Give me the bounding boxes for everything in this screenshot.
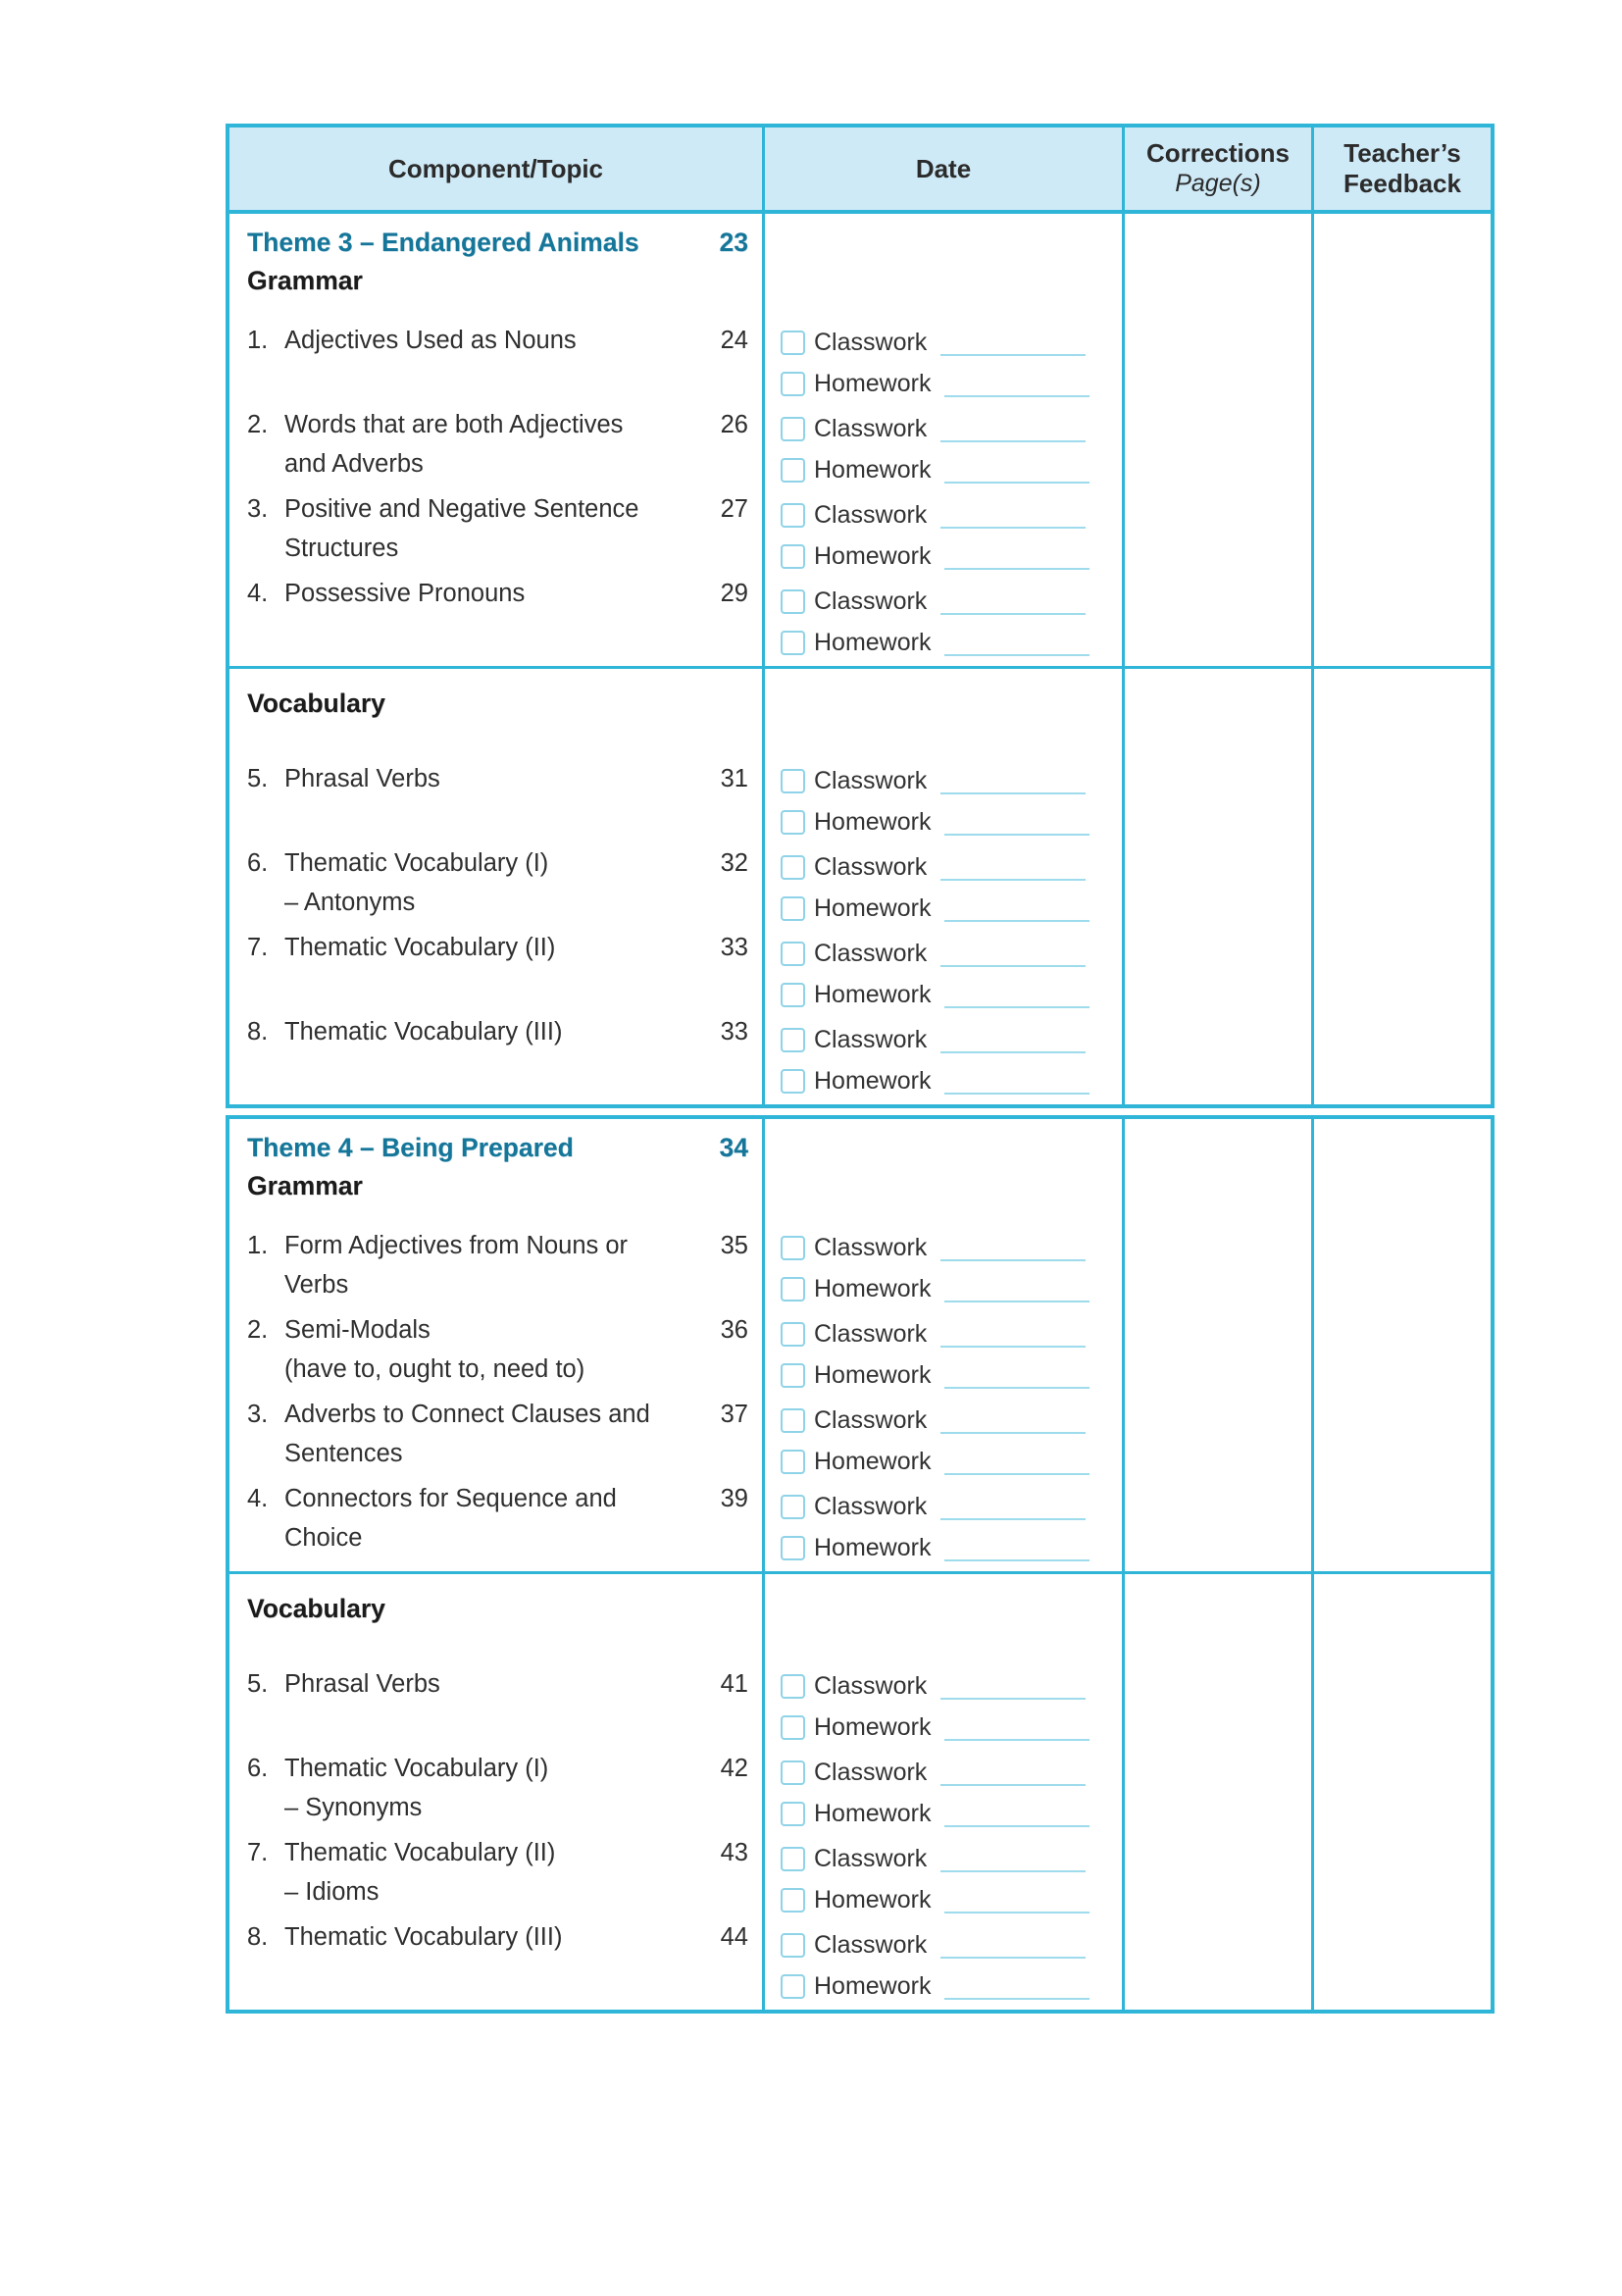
feedback-cell[interactable] — [1314, 1119, 1491, 1571]
date-row — [781, 495, 1122, 535]
theme-title: Theme 4 – Being Prepared — [247, 1133, 574, 1162]
homework-label: Homework — [814, 628, 932, 656]
item-line-1: Thematic Vocabulary (II) — [284, 934, 556, 961]
theme-page-number: 23 — [719, 228, 748, 257]
date-row — [781, 1794, 1122, 1833]
table-body — [226, 210, 1495, 2014]
item-line-1: Thematic Vocabulary (III) — [284, 1018, 563, 1046]
date-fill-line[interactable] — [940, 1493, 1086, 1520]
homework-label: Homework — [814, 1712, 932, 1741]
item-text — [284, 1395, 721, 1473]
item-line-2: – Antonyms — [284, 889, 416, 916]
toc-item — [229, 1833, 762, 1917]
homework-checkbox[interactable] — [781, 544, 805, 569]
toc-item — [229, 1664, 762, 1749]
date-label: Date — [915, 153, 972, 183]
date-fill-line[interactable] — [944, 456, 1090, 484]
header-component-topic — [229, 128, 765, 210]
classwork-label: Classwork — [814, 1671, 928, 1700]
date-row — [781, 934, 1122, 973]
classwork-checkbox[interactable] — [781, 1674, 805, 1699]
date-entry — [765, 932, 1122, 1018]
date-fill-line[interactable] — [944, 542, 1090, 570]
classwork-label: Classwork — [814, 587, 928, 615]
item-line-2: – Idioms — [284, 1878, 380, 1906]
item-page-number: 41 — [720, 1670, 748, 1698]
theme-heading-row — [247, 1128, 748, 1167]
theme-page-number: 34 — [719, 1133, 748, 1162]
date-fill-line[interactable] — [944, 1886, 1090, 1913]
item-line-1: Adjectives Used as Nouns — [284, 327, 577, 354]
homework-checkbox[interactable] — [781, 1363, 805, 1388]
item-number: 3. — [247, 1401, 269, 1428]
date-row — [781, 1708, 1122, 1747]
toc-item — [229, 1479, 762, 1563]
item-number: 2. — [247, 411, 269, 438]
classwork-checkbox[interactable] — [781, 1847, 805, 1871]
classwork-checkbox[interactable] — [781, 417, 805, 441]
toc-item — [229, 489, 762, 574]
date-fill-line[interactable] — [944, 370, 1090, 397]
homework-checkbox[interactable] — [781, 631, 805, 655]
homework-label: Homework — [814, 1533, 932, 1561]
item-page-number: 29 — [720, 580, 748, 607]
theme-title: Theme 3 – Endangered Animals — [247, 228, 639, 257]
corrections-cell[interactable] — [1125, 1574, 1314, 2010]
date-fill-line[interactable] — [940, 1320, 1086, 1348]
table-section — [229, 1119, 1491, 1571]
date-row — [781, 323, 1122, 362]
toc-item — [229, 1310, 762, 1395]
item-line-2: Sentences — [284, 1440, 403, 1467]
item-page-number: 44 — [720, 1923, 748, 1951]
feedback-label: Feedback — [1343, 169, 1461, 198]
date-cell — [765, 214, 1125, 666]
homework-label: Homework — [814, 980, 932, 1008]
item-page-number: 37 — [720, 1401, 748, 1428]
homework-checkbox[interactable] — [781, 1888, 805, 1913]
item-line-1: Form Adjectives from Nouns or — [284, 1232, 629, 1259]
classwork-checkbox[interactable] — [781, 1236, 805, 1260]
date-row — [781, 1061, 1122, 1100]
homework-label: Homework — [814, 369, 932, 397]
header-corrections — [1125, 128, 1314, 210]
item-line-1: Words that are both Adjectives — [284, 411, 624, 438]
homework-checkbox[interactable] — [781, 1450, 805, 1474]
date-fill-line[interactable] — [940, 1672, 1086, 1700]
homework-checkbox[interactable] — [781, 458, 805, 483]
date-row — [781, 623, 1122, 662]
date-row — [781, 1753, 1122, 1792]
item-text — [284, 1479, 721, 1557]
item-line-2: and Adverbs — [284, 450, 424, 478]
homework-checkbox[interactable] — [781, 1536, 805, 1560]
classwork-checkbox[interactable] — [781, 1760, 805, 1785]
date-entry — [765, 580, 1122, 666]
classwork-checkbox[interactable] — [781, 1408, 805, 1433]
homework-checkbox[interactable] — [781, 983, 805, 1007]
classwork-label: Classwork — [814, 1025, 928, 1053]
item-number: 5. — [247, 765, 269, 792]
topic-cell — [229, 214, 765, 666]
toc-item — [229, 843, 762, 928]
corrections-pages-label: Page(s) — [1175, 170, 1261, 197]
date-heading-spacer — [765, 669, 1122, 759]
date-row — [781, 1355, 1122, 1395]
homework-checkbox[interactable] — [781, 1715, 805, 1740]
homework-label: Homework — [814, 1971, 932, 2000]
item-text — [284, 1310, 721, 1389]
feedback-cell[interactable] — [1314, 1574, 1491, 2010]
classwork-label: Classwork — [814, 766, 928, 794]
item-number: 1. — [247, 1232, 269, 1259]
item-text — [284, 1833, 721, 1912]
item-line-2: Choice — [284, 1524, 363, 1552]
date-fill-line[interactable] — [944, 1713, 1090, 1741]
date-fill-line[interactable] — [940, 940, 1086, 967]
homework-label: Homework — [814, 1360, 932, 1389]
item-page-number: 35 — [720, 1232, 748, 1259]
date-fill-line[interactable] — [944, 1448, 1090, 1475]
date-fill-line[interactable] — [944, 1275, 1090, 1302]
item-page-number: 24 — [720, 327, 748, 354]
item-number: 3. — [247, 495, 269, 523]
classwork-label: Classwork — [814, 500, 928, 529]
subsection-heading: Grammar — [247, 1171, 363, 1200]
item-text — [284, 574, 721, 613]
item-text — [284, 759, 721, 798]
item-number: 7. — [247, 1839, 269, 1866]
date-entry — [765, 1312, 1122, 1399]
date-fill-line[interactable] — [940, 329, 1086, 356]
item-number: 6. — [247, 1755, 269, 1782]
homework-label: Homework — [814, 893, 932, 922]
date-row — [781, 802, 1122, 842]
corrections-cell[interactable] — [1125, 214, 1314, 666]
date-cell — [765, 1119, 1125, 1571]
toc-item — [229, 928, 762, 1012]
item-line-1: Connectors for Sequence and — [284, 1485, 617, 1512]
item-number: 5. — [247, 1670, 269, 1698]
date-row — [781, 450, 1122, 489]
date-fill-line[interactable] — [940, 587, 1086, 615]
date-fill-line[interactable] — [940, 1845, 1086, 1872]
corrections-label: Corrections — [1146, 138, 1290, 168]
date-entry — [765, 1485, 1122, 1571]
section-heading — [229, 214, 762, 321]
section-heading — [229, 669, 762, 759]
item-page-number: 31 — [720, 765, 748, 792]
item-line-1: Thematic Vocabulary (I) — [284, 849, 549, 877]
homework-checkbox[interactable] — [781, 372, 805, 396]
item-number: 2. — [247, 1316, 269, 1344]
classwork-label: Classwork — [814, 328, 928, 356]
homework-checkbox[interactable] — [781, 810, 805, 835]
date-fill-line[interactable] — [940, 1234, 1086, 1261]
date-entry — [765, 1923, 1122, 2010]
date-entry — [765, 1751, 1122, 1837]
date-entry — [765, 493, 1122, 580]
item-page-number: 36 — [720, 1316, 748, 1344]
item-text — [284, 1917, 721, 1957]
date-heading-spacer — [765, 214, 1122, 321]
date-row — [781, 1442, 1122, 1481]
item-text — [284, 843, 721, 922]
date-row — [781, 1666, 1122, 1706]
item-page-number: 27 — [720, 495, 748, 523]
date-row — [781, 1269, 1122, 1308]
topic-cell — [229, 669, 765, 1104]
classwork-label: Classwork — [814, 1844, 928, 1872]
item-page-number: 33 — [720, 934, 748, 961]
classwork-label: Classwork — [814, 852, 928, 881]
topic-cell — [229, 1119, 765, 1571]
date-row — [781, 536, 1122, 576]
date-fill-line[interactable] — [944, 1972, 1090, 2000]
classwork-checkbox[interactable] — [781, 1028, 805, 1052]
date-row — [781, 1966, 1122, 2006]
classwork-checkbox[interactable] — [781, 1933, 805, 1958]
item-line-1: Possessive Pronouns — [284, 580, 526, 607]
toc-item — [229, 1749, 762, 1833]
item-text — [284, 321, 721, 360]
theme-heading-row — [247, 223, 748, 262]
toc-item — [229, 1917, 762, 2002]
item-line-2: (have to, ought to, need to) — [284, 1355, 585, 1383]
teachers-label: Teacher’s — [1343, 138, 1461, 168]
date-row — [781, 1880, 1122, 1919]
date-fill-line[interactable] — [944, 629, 1090, 656]
date-row — [781, 1314, 1122, 1353]
homework-checkbox[interactable] — [781, 1802, 805, 1826]
date-row — [781, 409, 1122, 448]
item-number: 4. — [247, 580, 269, 607]
homework-checkbox[interactable] — [781, 1069, 805, 1094]
item-line-2: Structures — [284, 535, 399, 562]
date-row — [781, 975, 1122, 1014]
item-number: 6. — [247, 849, 269, 877]
date-entry — [765, 1399, 1122, 1485]
date-heading-spacer — [765, 1119, 1122, 1226]
classwork-checkbox[interactable] — [781, 503, 805, 528]
item-number: 7. — [247, 934, 269, 961]
item-page-number: 43 — [720, 1839, 748, 1866]
item-number: 4. — [247, 1485, 269, 1512]
date-fill-line[interactable] — [944, 1800, 1090, 1827]
date-row — [781, 1401, 1122, 1440]
item-number: 1. — [247, 327, 269, 354]
component-topic-label: Component/Topic — [387, 153, 604, 183]
subsection-heading: Vocabulary — [247, 1594, 385, 1623]
date-row — [781, 582, 1122, 621]
item-line-2: Verbs — [284, 1271, 349, 1299]
date-fill-line[interactable] — [940, 1931, 1086, 1959]
date-entry — [765, 845, 1122, 932]
item-line-1: Thematic Vocabulary (II) — [284, 1839, 556, 1866]
corrections-cell[interactable] — [1125, 1119, 1314, 1571]
item-line-1: Thematic Vocabulary (III) — [284, 1923, 563, 1951]
date-row — [781, 1487, 1122, 1526]
feedback-cell[interactable] — [1314, 669, 1491, 1104]
classwork-checkbox[interactable] — [781, 942, 805, 966]
date-entry — [765, 321, 1122, 407]
toc-item — [229, 1226, 762, 1310]
table-section — [229, 214, 1491, 666]
section-heading — [229, 1574, 762, 1664]
date-entry — [765, 759, 1122, 845]
item-number: 8. — [247, 1923, 269, 1951]
date-entry — [765, 1018, 1122, 1104]
item-line-1: Phrasal Verbs — [284, 1670, 440, 1698]
date-fill-line[interactable] — [940, 1759, 1086, 1786]
classwork-label: Classwork — [814, 939, 928, 967]
date-fill-line[interactable] — [944, 1534, 1090, 1561]
header-teacher-feedback — [1314, 128, 1491, 210]
toc-item — [229, 1395, 762, 1479]
topic-cell — [229, 1574, 765, 2010]
classwork-label: Classwork — [814, 1233, 928, 1261]
homework-label: Homework — [814, 807, 932, 836]
date-fill-line[interactable] — [944, 894, 1090, 922]
classwork-checkbox[interactable] — [781, 331, 805, 355]
date-row — [781, 761, 1122, 800]
homework-label: Homework — [814, 1885, 932, 1913]
classwork-label: Classwork — [814, 1405, 928, 1434]
toc-item — [229, 574, 762, 658]
date-entry — [765, 1664, 1122, 1751]
item-text — [284, 489, 721, 568]
homework-checkbox[interactable] — [781, 1974, 805, 1999]
date-row — [781, 1839, 1122, 1878]
item-text — [284, 1664, 721, 1704]
classwork-checkbox[interactable] — [781, 1495, 805, 1519]
date-fill-line[interactable] — [944, 1067, 1090, 1095]
progress-record-table — [226, 124, 1495, 2014]
section-heading — [229, 1119, 762, 1226]
homework-label: Homework — [814, 1066, 932, 1095]
date-fill-line[interactable] — [940, 1026, 1086, 1053]
homework-label: Homework — [814, 1799, 932, 1827]
item-text — [284, 928, 721, 967]
date-fill-line[interactable] — [944, 1361, 1090, 1389]
date-row — [781, 889, 1122, 928]
homework-label: Homework — [814, 455, 932, 484]
date-fill-line[interactable] — [940, 767, 1086, 794]
subsection-heading: Grammar — [247, 266, 363, 295]
date-row — [781, 1228, 1122, 1267]
item-text — [284, 405, 721, 484]
item-line-1: Positive and Negative Sentence — [284, 495, 639, 523]
item-page-number: 39 — [720, 1485, 748, 1512]
homework-label: Homework — [814, 541, 932, 570]
homework-checkbox[interactable] — [781, 896, 805, 921]
date-fill-line[interactable] — [940, 1406, 1086, 1434]
item-text — [284, 1012, 721, 1051]
date-fill-line[interactable] — [940, 501, 1086, 529]
homework-checkbox[interactable] — [781, 1277, 805, 1301]
item-page-number: 42 — [720, 1755, 748, 1782]
classwork-label: Classwork — [814, 414, 928, 442]
classwork-label: Classwork — [814, 1492, 928, 1520]
date-row — [781, 1925, 1122, 1964]
subsection-heading: Vocabulary — [247, 689, 385, 718]
theme-block — [226, 210, 1495, 1108]
date-row — [781, 1528, 1122, 1567]
header-date — [765, 128, 1125, 210]
date-row — [781, 847, 1122, 887]
date-cell — [765, 1574, 1125, 2010]
date-fill-line[interactable] — [940, 415, 1086, 442]
item-number: 8. — [247, 1018, 269, 1046]
classwork-checkbox[interactable] — [781, 589, 805, 614]
feedback-cell[interactable] — [1314, 214, 1491, 666]
item-line-1: Thematic Vocabulary (I) — [284, 1755, 549, 1782]
date-entry — [765, 407, 1122, 493]
classwork-label: Classwork — [814, 1930, 928, 1959]
classwork-label: Classwork — [814, 1319, 928, 1348]
item-page-number: 26 — [720, 411, 748, 438]
date-heading-spacer — [765, 1574, 1122, 1664]
table-section — [229, 1571, 1491, 2010]
date-cell — [765, 669, 1125, 1104]
date-row — [781, 364, 1122, 403]
item-line-1: Semi-Modals — [284, 1316, 431, 1344]
toc-item — [229, 1012, 762, 1097]
item-text — [284, 1749, 721, 1827]
toc-item — [229, 405, 762, 489]
toc-item — [229, 759, 762, 843]
homework-label: Homework — [814, 1447, 932, 1475]
item-line-2: – Synonyms — [284, 1794, 423, 1821]
date-entry — [765, 1837, 1122, 1923]
table-header-row — [226, 124, 1495, 214]
item-line-1: Phrasal Verbs — [284, 765, 440, 792]
item-line-1: Adverbs to Connect Clauses and — [284, 1401, 650, 1428]
date-fill-line[interactable] — [944, 981, 1090, 1008]
date-entry — [765, 1226, 1122, 1312]
toc-item — [229, 321, 762, 405]
date-fill-line[interactable] — [944, 808, 1090, 836]
corrections-cell[interactable] — [1125, 669, 1314, 1104]
date-fill-line[interactable] — [940, 853, 1086, 881]
classwork-label: Classwork — [814, 1758, 928, 1786]
item-page-number: 32 — [720, 849, 748, 877]
item-page-number: 33 — [720, 1018, 748, 1046]
classwork-checkbox[interactable] — [781, 855, 805, 880]
classwork-checkbox[interactable] — [781, 769, 805, 793]
item-text — [284, 1226, 721, 1304]
theme-block — [226, 1115, 1495, 2014]
table-section — [229, 666, 1491, 1104]
homework-label: Homework — [814, 1274, 932, 1302]
classwork-checkbox[interactable] — [781, 1322, 805, 1347]
date-row — [781, 1020, 1122, 1059]
